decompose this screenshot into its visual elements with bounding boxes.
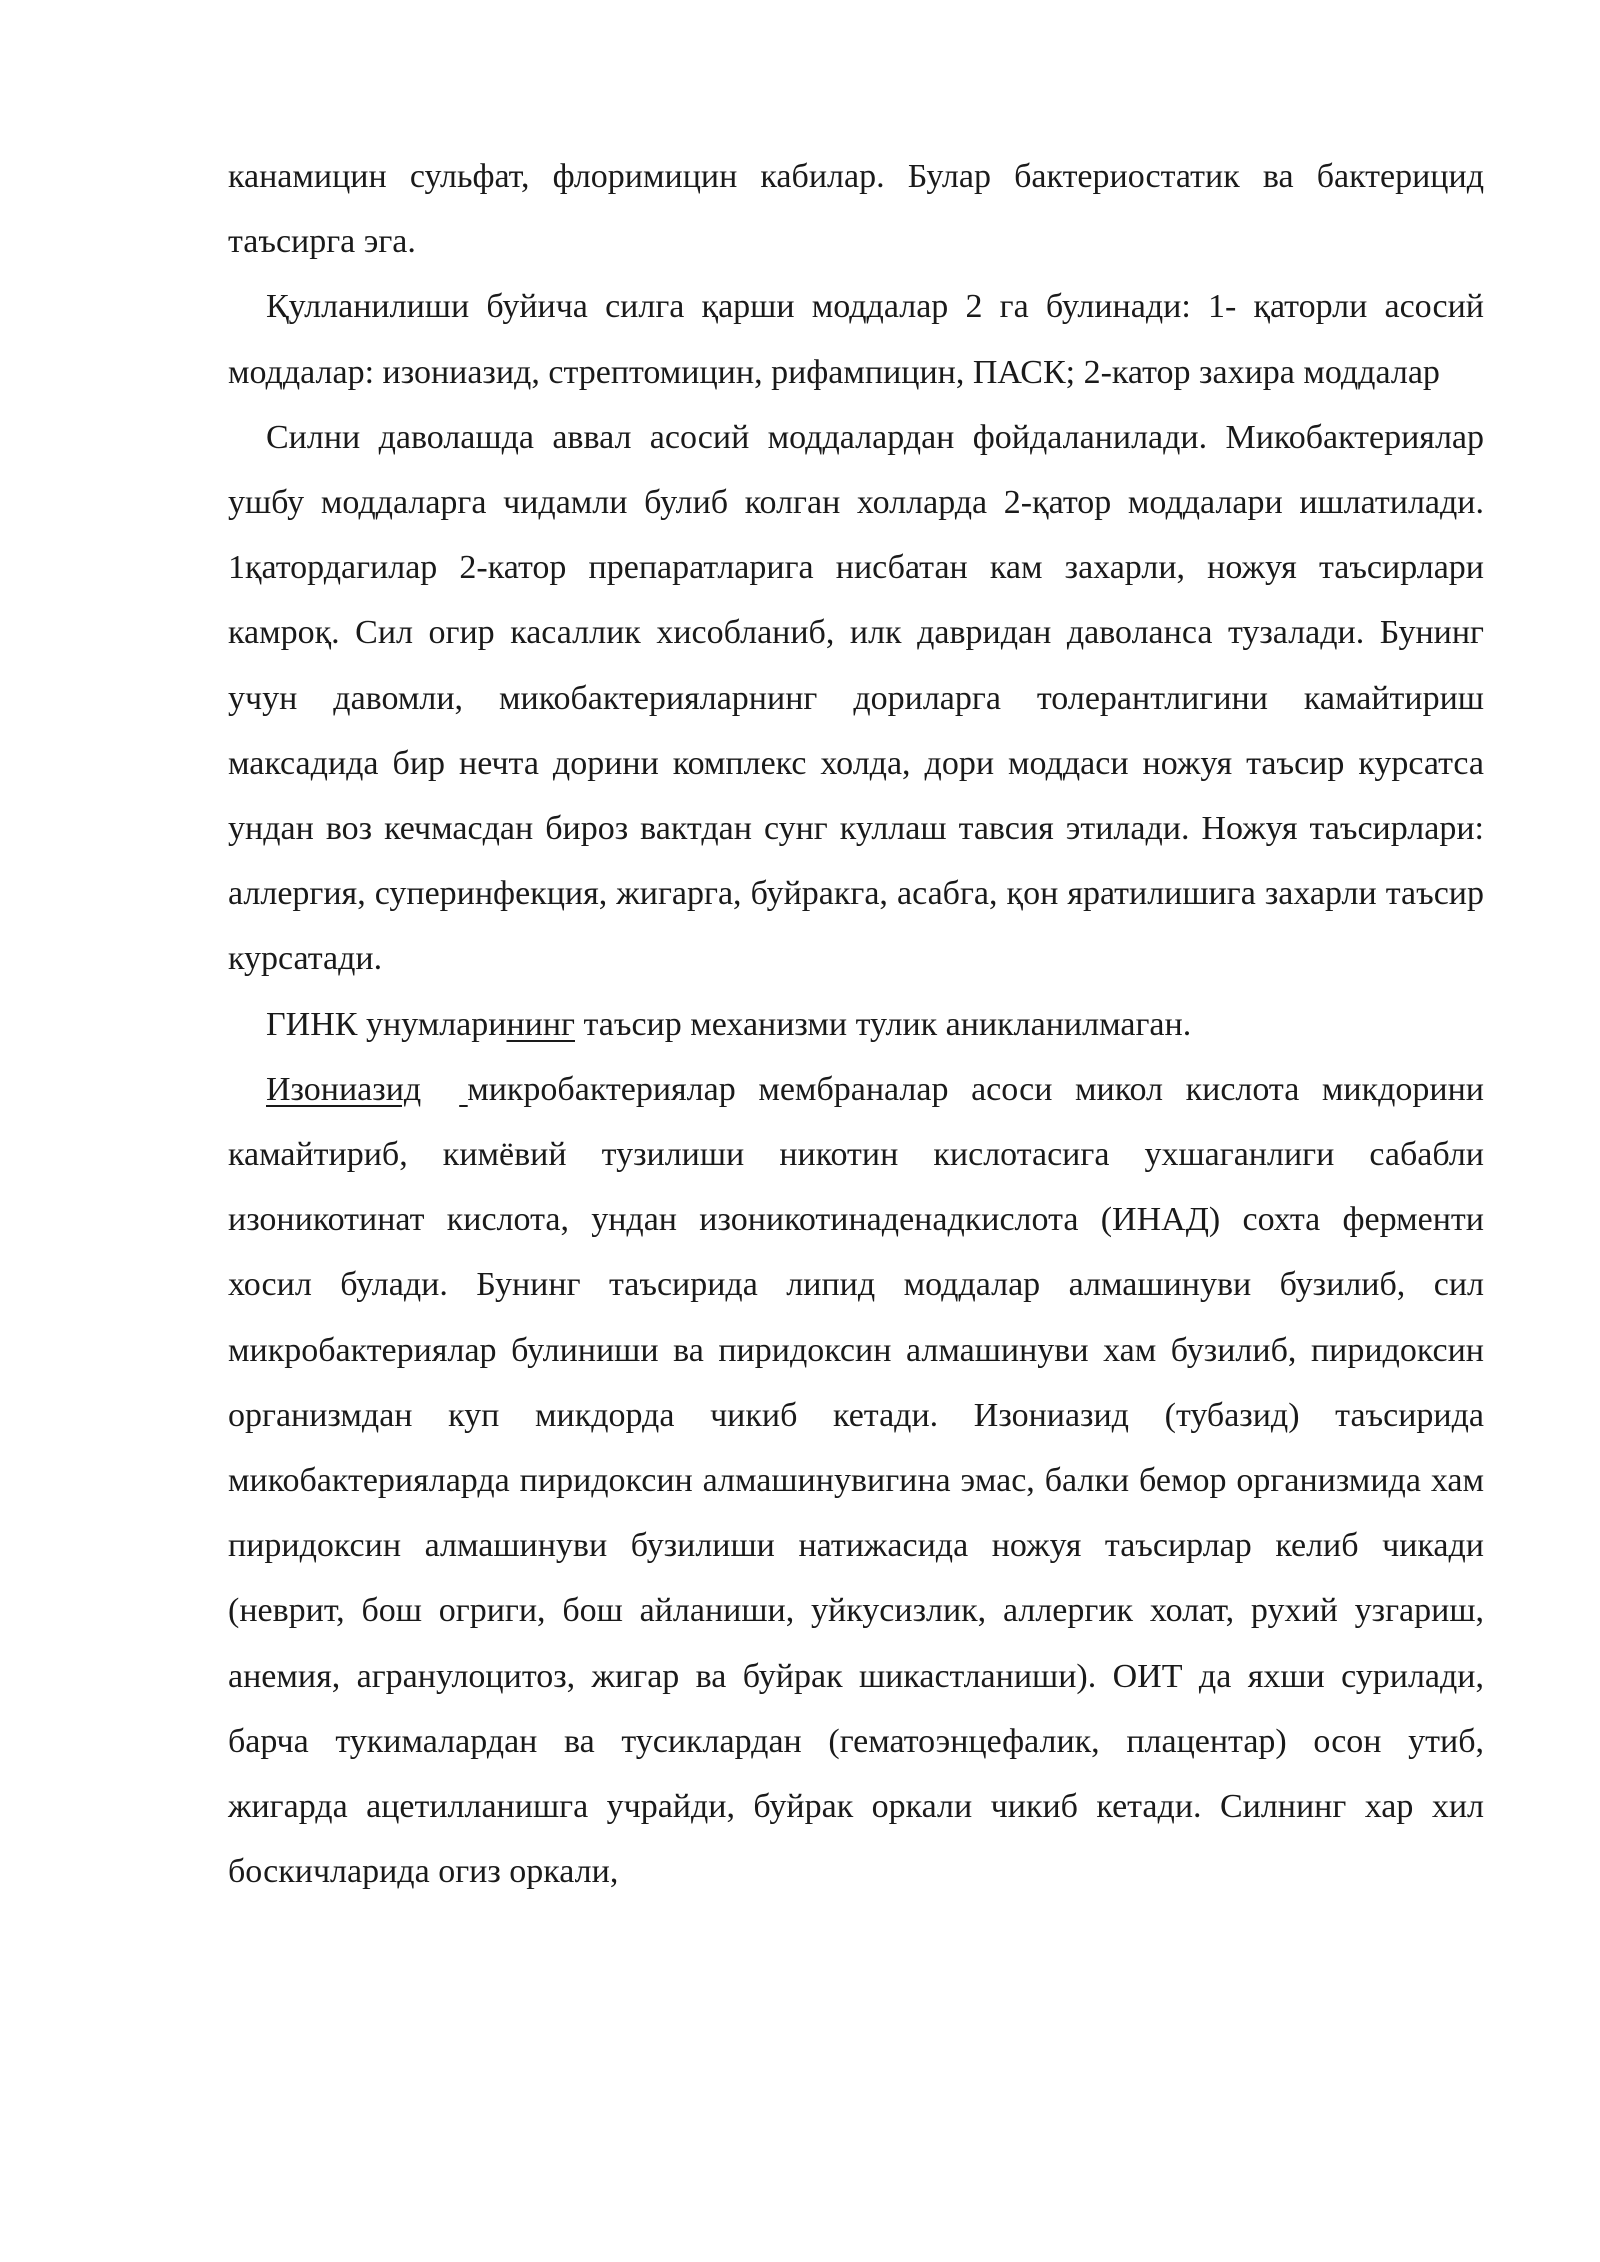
paragraph-ginк-mechanism: [228, 992, 1484, 1057]
ginк-underlined-suffix: нинг: [506, 1005, 575, 1043]
isoniazid-heading: Изониазид: [266, 1070, 422, 1108]
document-page: [228, 144, 1484, 1904]
underline-gap: [421, 1057, 467, 1122]
paragraph-classification: Қулланилиши буйича силга қарши моддалар 2 га булинади: 1- қаторли асосий моддалар: изониазид, стрептомицин, рифампицин, ПАСК; 2-катор захира моддалар: [228, 288, 1484, 391]
paragraph-continuation: канамицин сульфат, флоримицин кабилар. Булар бактериостатик ва бактерицид таъсирга эга.: [228, 158, 1484, 261]
paragraph-isoniazid: [228, 1057, 1484, 1905]
isoniazid-text: микробактериялар мембраналар асоси микол кислота микдорини камайтириб, кимёвий тузилиши никотин кислотасига ухшаганлиги сабабли изоникотинат кислота, ундан изоникотинаденадкислота (ИНАД) сохта ферменти хосил булади. Бунинг таъсирида липид моддалар алмашинуви бузилиб, сил микробактериялар булиниши ва пиридоксин алмашинуви хам бузилиб, пиридоксин организмдан куп микдорда чикиб кетади. Изониазид (тубазид) таъсирида микобактерияларда пиридоксин алмашинувигина эмас, балки бемор организмида хам пиридоксин алмашинуви бузилиши натижасида ножуя таъсирлар келиб чикади (неврит, бош огриги, бош айланиши, уйкусизлик, аллергик холат, рухий узгариш, анемия, агранулоцитоз, жигар ва буйрак шикастланиши). ОИТ да яхши сурилади, барча тукималардан ва тусиклардан (гематоэнцефалик, плацентар) осон утиб, жигарда ацетилланишга учрайди, буйрак оркали чикиб кетади. Силнинг хар хил боскичларида огиз оркали,: [228, 1070, 1484, 1891]
ginк-text-after: таъсир механизми тулик аникланилмаган.: [575, 1005, 1192, 1043]
paragraph-treatment: Силни даволашда аввал асосий моддалардан фойдаланилади. Микобактериялар ушбу моддаларга чидамли булиб колган холларда 2-қатор моддалари ишлатилади. 1қатордагилар 2-катор препаратларига нисбатан кам захарли, ножуя таъсирлари камроқ. Сил огир касаллик хисобланиб, илк давридан даволанса тузалади. Бунинг учун давомли, микобактерияларнинг дориларга толерантлигини камайтириш максадида бир нечта дорини комплекс холда, дори моддаси ножуя таъсир курсатса ундан воз кечмасдан бироз вактдан сунг куллаш тавсия этилади. Ножуя таъсирлари: аллергия, суперинфекция, жигарга, буйракга, асабга, қон яратилишига захарли таъсир курсатади.: [228, 418, 1484, 978]
ginк-text-before: ГИНК унумлари: [266, 1005, 507, 1043]
